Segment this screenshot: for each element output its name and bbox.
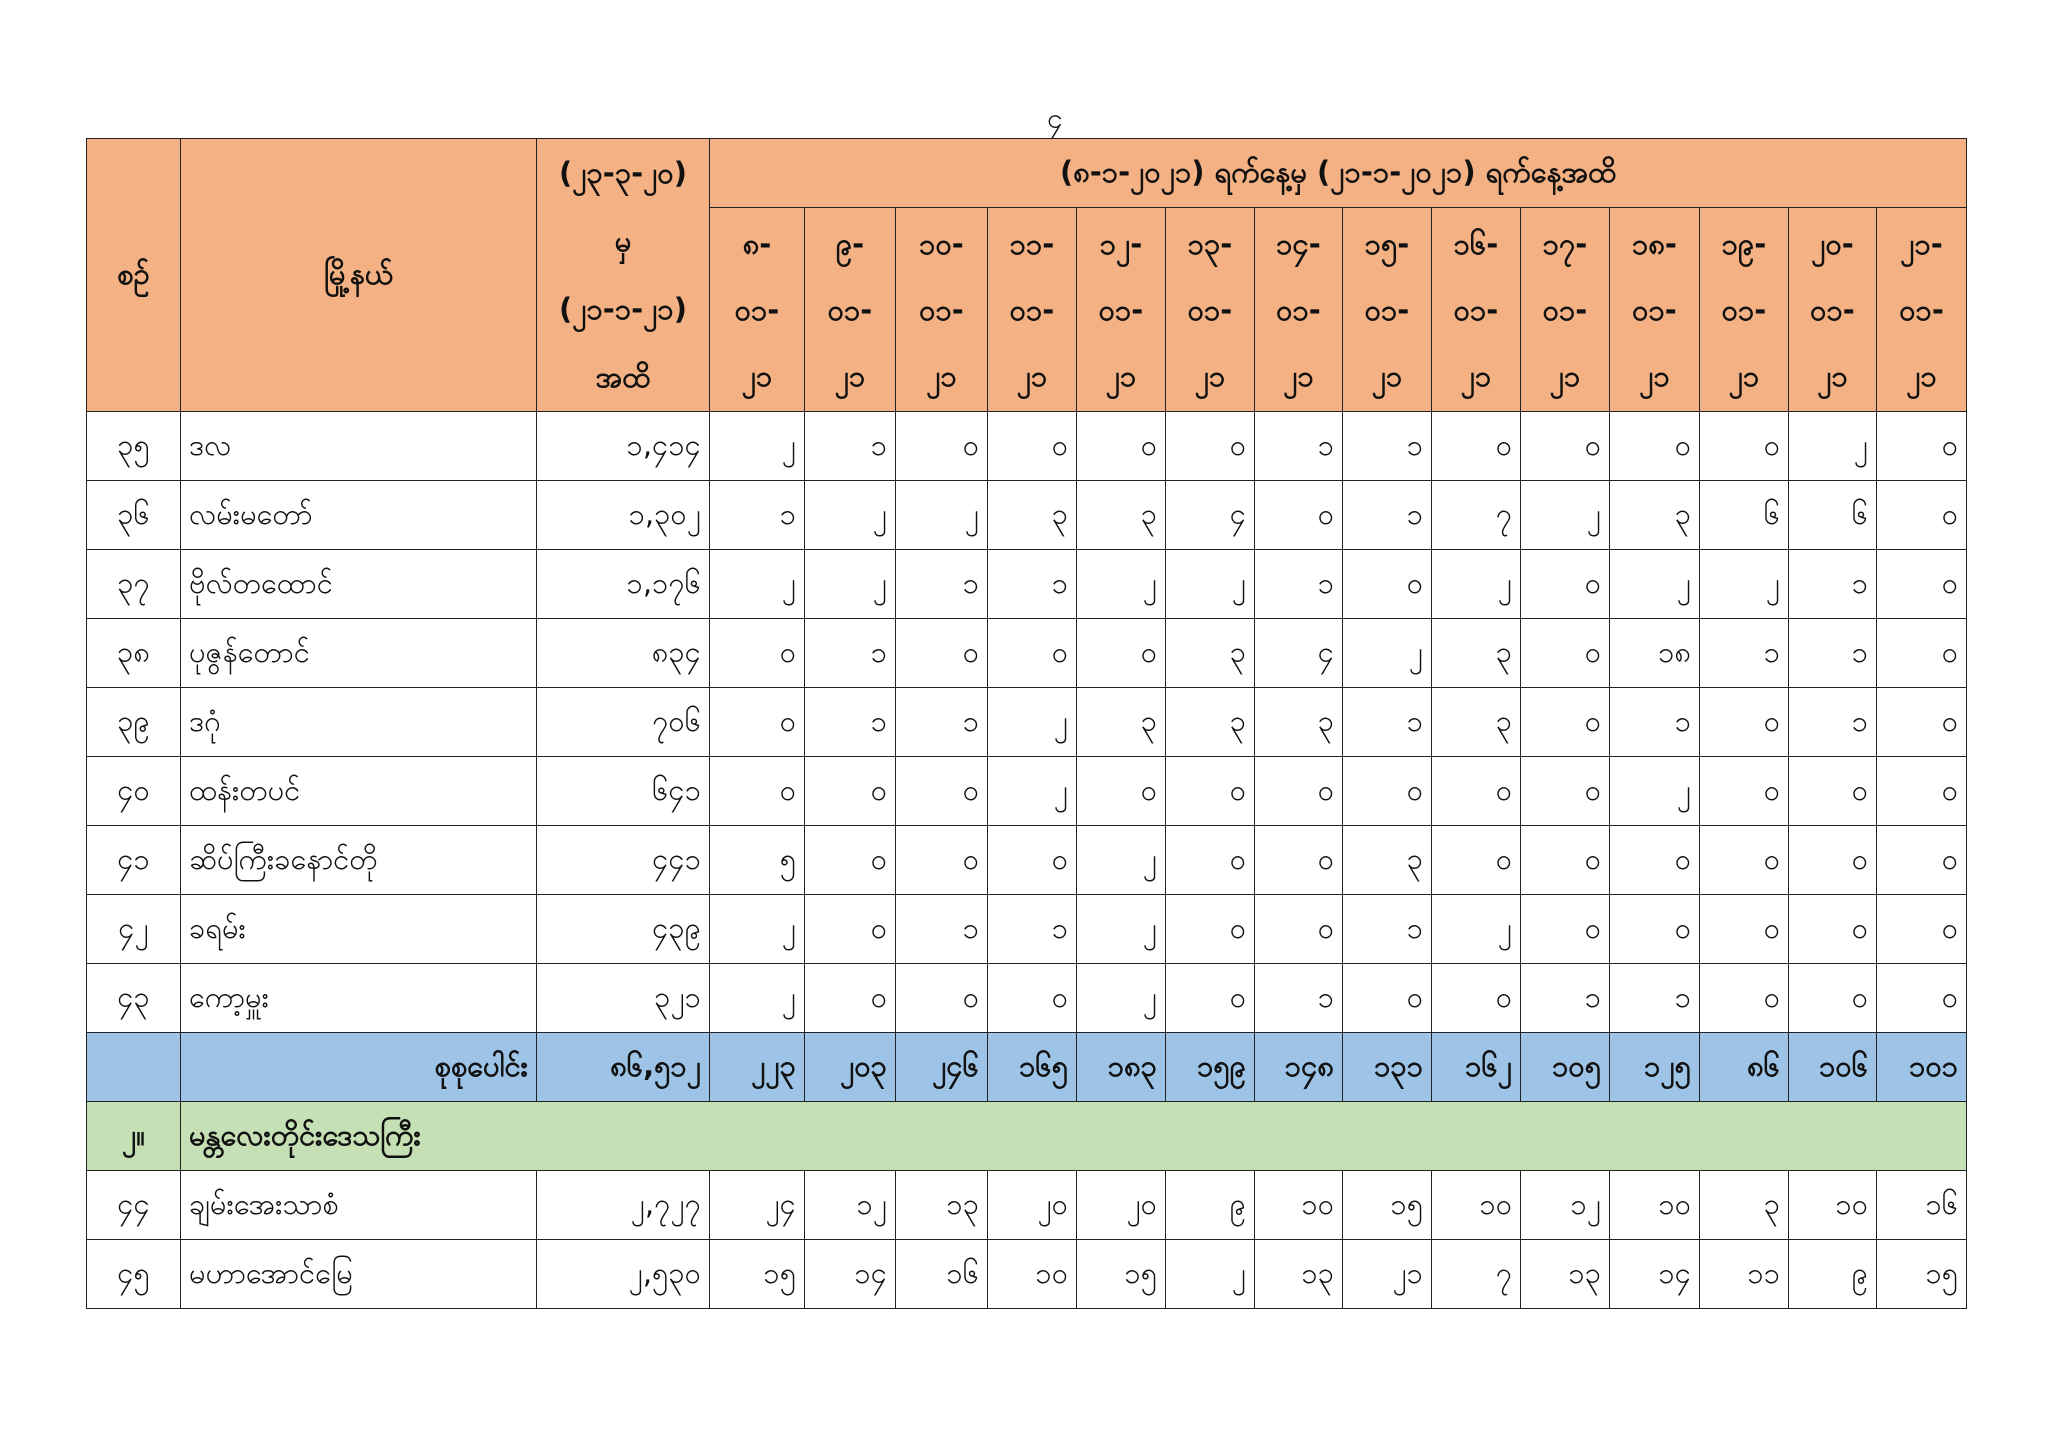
daily-count: ၃	[1432, 688, 1521, 757]
daily-count: ၂	[805, 481, 896, 550]
daily-count: ၀	[988, 964, 1077, 1033]
daily-count: ၁	[1255, 550, 1343, 619]
daily-count: ၂	[1610, 757, 1700, 826]
daily-count: ၃	[1166, 688, 1255, 757]
daily-count: ၁၁	[1700, 1240, 1789, 1309]
daily-count: ၂	[1166, 1240, 1255, 1309]
daily-count: ၀	[1700, 964, 1789, 1033]
daily-count: ၀	[805, 964, 896, 1033]
daily-count: ၀	[896, 757, 988, 826]
header-day-part: ၂၁	[926, 358, 957, 393]
daily-count: ၂၄	[710, 1171, 805, 1240]
daily-count: ၁	[1343, 895, 1432, 964]
daily-count: ၁၀	[1432, 1171, 1521, 1240]
daily-count: ၀	[1789, 826, 1877, 895]
sum-daily-count: ၁၀၁	[1877, 1033, 1967, 1102]
daily-count: ၁	[1255, 964, 1343, 1033]
sum-daily-count: ၁၈၃	[1077, 1033, 1166, 1102]
sum-daily-count: ၁၅၉	[1166, 1033, 1255, 1102]
header-day-part: ၁၈-	[1632, 226, 1677, 261]
daily-count: ၂	[1700, 550, 1789, 619]
daily-count: ၀	[710, 757, 805, 826]
header-day	[1877, 208, 1967, 412]
sum-empty-cell	[87, 1033, 181, 1102]
daily-count: ၂၀	[988, 1171, 1077, 1240]
daily-count: ၀	[1877, 757, 1967, 826]
daily-count: ၁	[896, 895, 988, 964]
table-row	[87, 1171, 1967, 1240]
daily-count: ၀	[1877, 964, 1967, 1033]
daily-count: ၂	[896, 481, 988, 550]
daily-count: ၂	[710, 550, 805, 619]
daily-count: ၀	[1789, 895, 1877, 964]
daily-count: ၂	[1343, 619, 1432, 688]
daily-count: ၀	[988, 619, 1077, 688]
range-start: (၂၃-၃-၂၀)	[558, 156, 687, 190]
header-day	[1432, 208, 1521, 412]
header-day-part: ၀၁-	[1453, 292, 1499, 327]
serial-no: ၃၈	[87, 619, 181, 688]
header-day-part: ၀၁-	[734, 292, 780, 327]
daily-count: ၃	[1432, 619, 1521, 688]
daily-count: ၆	[1789, 481, 1877, 550]
daily-count: ၁	[1521, 964, 1610, 1033]
daily-count: ၁၀	[1610, 1171, 1700, 1240]
serial-no: ၃၅	[87, 412, 181, 481]
header-day-part: ၀၁-	[1364, 292, 1410, 327]
daily-count: ၀	[1166, 964, 1255, 1033]
daily-count: ၁၅	[1877, 1240, 1967, 1309]
cumulative-total: ၄၄၁	[537, 826, 710, 895]
sum-total: ၈၆,၅၁၂	[537, 1033, 710, 1102]
township-name: ဗိုလ်တထောင်	[181, 550, 537, 619]
daily-count: ၂	[710, 895, 805, 964]
table-row	[87, 481, 1967, 550]
daily-count: ၁	[1610, 964, 1700, 1033]
sum-daily-count: ၈၆	[1700, 1033, 1789, 1102]
cumulative-total: ၁,၁၇၆	[537, 550, 710, 619]
township-name: ဒလ	[181, 412, 537, 481]
header-day-part: ၀၁-	[1276, 292, 1321, 327]
header-period: (၈-၁-၂၀၂၁) ရက်နေ့မှ (၂၁-၁-၂၀၂၁) ရက်နေ့အထိ	[710, 139, 1967, 208]
header-day-part: ၁၄-	[1276, 226, 1321, 261]
daily-count: ၀	[1343, 550, 1432, 619]
serial-no: ၄၂	[87, 895, 181, 964]
daily-count: ၀	[1521, 619, 1610, 688]
header-day-part: ၁၁-	[1009, 226, 1055, 261]
cumulative-total: ၃၂၁	[537, 964, 710, 1033]
table-row	[87, 688, 1967, 757]
daily-count: ၁	[1343, 481, 1432, 550]
sum-daily-count: ၂၂၃	[710, 1033, 805, 1102]
header-day-part: ၀၁-	[1009, 292, 1055, 327]
daily-count: ၁၈	[1610, 619, 1700, 688]
sum-daily-count: ၁၆၅	[988, 1033, 1077, 1102]
cumulative-total: ၇၀၆	[537, 688, 710, 757]
daily-count: ၄	[1255, 619, 1343, 688]
cumulative-total: ၆၄၁	[537, 757, 710, 826]
sum-daily-count: ၁၀၆	[1789, 1033, 1877, 1102]
daily-count: ၁	[805, 688, 896, 757]
header-day-part: ၁၆-	[1453, 226, 1499, 261]
daily-count: ၂	[988, 757, 1077, 826]
region-row	[87, 1102, 1967, 1171]
range-end: (၂၁-၁-၂၁)	[558, 292, 687, 326]
header-day-part: ၂၁	[1817, 358, 1848, 393]
daily-count: ၂	[1077, 895, 1166, 964]
header-day-part: ၁၃-	[1187, 226, 1233, 261]
daily-count: ၀	[1343, 757, 1432, 826]
daily-count: ၂	[1432, 550, 1521, 619]
sum-daily-count: ၁၃၁	[1343, 1033, 1432, 1102]
daily-count: ၁	[1700, 619, 1789, 688]
header-day-part: ၀၁-	[1721, 292, 1767, 327]
header-day-part: ၀၁-	[1542, 292, 1588, 327]
township-name: ဆိပ်ကြီးခနောင်တို	[181, 826, 537, 895]
daily-count: ၀	[1610, 412, 1700, 481]
table-header	[87, 139, 1967, 412]
header-day-part: ၀၁-	[1098, 292, 1144, 327]
daily-count: ၆	[1700, 481, 1789, 550]
header-day-part: ၀၁-	[1632, 292, 1677, 327]
daily-count: ၂	[1166, 550, 1255, 619]
daily-count: ၀	[1343, 964, 1432, 1033]
daily-count: ၃	[1610, 481, 1700, 550]
serial-no: ၄၀	[87, 757, 181, 826]
serial-no: ၃၆	[87, 481, 181, 550]
daily-count: ၁၀	[1789, 1171, 1877, 1240]
serial-no: ၄၁	[87, 826, 181, 895]
table-body	[87, 412, 1967, 1309]
sum-label: စုစုပေါင်း	[181, 1033, 537, 1102]
daily-count: ၀	[1700, 757, 1789, 826]
daily-count: ၃	[1343, 826, 1432, 895]
daily-count: ၂	[1789, 412, 1877, 481]
township-name: ပုဇွန်တောင်	[181, 619, 537, 688]
daily-count: ၁၄	[805, 1240, 896, 1309]
header-day	[1610, 208, 1700, 412]
header-township: မြို့နယ်	[181, 139, 537, 412]
serial-no: ၄၄	[87, 1171, 181, 1240]
table-row	[87, 757, 1967, 826]
daily-count: ၁	[896, 688, 988, 757]
daily-count: ၁	[805, 619, 896, 688]
daily-count: ၂	[1077, 550, 1166, 619]
daily-count: ၁	[1789, 550, 1877, 619]
header-day	[1077, 208, 1166, 412]
daily-count: ၀	[1521, 826, 1610, 895]
township-name: ထန်းတပင်	[181, 757, 537, 826]
region-name: မန္တလေးတိုင်းဒေသကြီး	[181, 1102, 1967, 1171]
daily-count: ၀	[1877, 481, 1967, 550]
daily-count: ၃	[1255, 688, 1343, 757]
daily-count: ၄	[1166, 481, 1255, 550]
daily-count: ၀	[1700, 826, 1789, 895]
cumulative-total: ၂,၇၂၇	[537, 1171, 710, 1240]
daily-count: ၁၅	[1077, 1240, 1166, 1309]
township-name: ချမ်းအေးသာစံ	[181, 1171, 537, 1240]
daily-count: ၀	[896, 619, 988, 688]
daily-count: ၃	[1166, 619, 1255, 688]
header-day	[1166, 208, 1255, 412]
daily-count: ၀	[710, 619, 805, 688]
header-day-part: ၁၂-	[1099, 226, 1143, 261]
daily-count: ၀	[896, 412, 988, 481]
header-day-part: ၂၀-	[1811, 226, 1854, 261]
daily-count: ၂	[805, 550, 896, 619]
daily-count: ၂	[1077, 826, 1166, 895]
daily-count: ၀	[896, 964, 988, 1033]
table-row	[87, 619, 1967, 688]
daily-count: ၁၂	[1521, 1171, 1610, 1240]
daily-count: ၀	[1700, 895, 1789, 964]
table-row	[87, 412, 1967, 481]
daily-count: ၁	[896, 550, 988, 619]
serial-no: ၃၇	[87, 550, 181, 619]
serial-no: ၄၅	[87, 1240, 181, 1309]
daily-count: ၀	[1521, 412, 1610, 481]
header-day-part: ၁၅-	[1364, 226, 1410, 261]
daily-count: ၁၀	[1255, 1171, 1343, 1240]
daily-count: ၁	[1343, 688, 1432, 757]
township-name: ဒဂုံ	[181, 688, 537, 757]
header-day-part: ၂၁	[1016, 358, 1048, 393]
header-day	[1789, 208, 1877, 412]
daily-count: ၀	[1877, 619, 1967, 688]
table-row	[87, 895, 1967, 964]
sum-daily-count: ၂၄၆	[896, 1033, 988, 1102]
daily-count: ၀	[1521, 757, 1610, 826]
daily-count: ၀	[1166, 895, 1255, 964]
daily-count: ၃	[988, 481, 1077, 550]
daily-count: ၀	[1432, 412, 1521, 481]
table-row	[87, 964, 1967, 1033]
daily-count: ၁၅	[710, 1240, 805, 1309]
daily-count: ၁	[1789, 619, 1877, 688]
daily-count: ၀	[1877, 895, 1967, 964]
daily-count: ၃	[1700, 1171, 1789, 1240]
header-day	[710, 208, 805, 412]
daily-count: ၀	[1255, 826, 1343, 895]
daily-count: ၁၅	[1343, 1171, 1432, 1240]
covid-cases-table	[86, 138, 1967, 1309]
header-day	[1700, 208, 1789, 412]
daily-count: ၁၆	[1877, 1171, 1967, 1240]
header-day-part: ၂၁	[834, 358, 866, 393]
range-from: မှ	[614, 224, 632, 258]
daily-count: ၀	[1610, 826, 1700, 895]
daily-count: ၃	[1077, 688, 1166, 757]
header-day-part: ၀၁-	[827, 292, 873, 327]
header-cumulative-range	[537, 139, 710, 412]
daily-count: ၀	[1877, 688, 1967, 757]
sum-daily-count: ၁၀၅	[1521, 1033, 1610, 1102]
header-day-part: ၂၁	[1371, 358, 1403, 393]
township-name: ကော့မှူး	[181, 964, 537, 1033]
range-until: အထိ	[595, 360, 651, 394]
daily-count: ၀	[1521, 688, 1610, 757]
daily-count: ၉	[1789, 1240, 1877, 1309]
daily-count: ၁၆	[896, 1240, 988, 1309]
daily-count: ၁	[710, 481, 805, 550]
header-day	[1521, 208, 1610, 412]
daily-count: ၀	[1255, 895, 1343, 964]
daily-count: ၀	[805, 757, 896, 826]
daily-count: ၂၀	[1077, 1171, 1166, 1240]
header-day	[896, 208, 988, 412]
header-day-part: ၉-	[835, 226, 865, 261]
header-day	[1255, 208, 1343, 412]
header-day-part: ၂၁	[1194, 358, 1226, 393]
daily-count: ၉	[1166, 1171, 1255, 1240]
daily-count: ၀	[1432, 826, 1521, 895]
cumulative-total: ၁,၃၀၂	[537, 481, 710, 550]
serial-no: ၄၃	[87, 964, 181, 1033]
cumulative-total: ၈၃၄	[537, 619, 710, 688]
header-day	[1343, 208, 1432, 412]
daily-count: ၂	[1432, 895, 1521, 964]
header-day-part: ၂၁	[1728, 358, 1760, 393]
sum-row	[87, 1033, 1967, 1102]
daily-count: ၂	[1521, 481, 1610, 550]
daily-count: ၀	[1255, 481, 1343, 550]
daily-count: ၀	[710, 688, 805, 757]
daily-count: ၀	[1877, 826, 1967, 895]
serial-no: ၃၉	[87, 688, 181, 757]
daily-count: ၀	[1166, 826, 1255, 895]
header-day-part: ၂၁	[1460, 358, 1492, 393]
table-row	[87, 826, 1967, 895]
daily-count: ၀	[988, 412, 1077, 481]
daily-count: ၁၃	[896, 1171, 988, 1240]
township-name: လမ်းမတော်	[181, 481, 537, 550]
daily-count: ၁	[1343, 412, 1432, 481]
daily-count: ၀	[1521, 895, 1610, 964]
daily-count: ၂	[1610, 550, 1700, 619]
page-number: ၄	[1047, 102, 1063, 135]
daily-count: ၁၃	[1521, 1240, 1610, 1309]
header-serial-no: စဉ်	[87, 139, 181, 412]
cumulative-total: ၂,၅၃၀	[537, 1240, 710, 1309]
header-day-part: ၂၁	[1549, 358, 1581, 393]
daily-count: ၂	[988, 688, 1077, 757]
daily-count: ၁	[1789, 688, 1877, 757]
header-day-part: ၂၁	[1639, 358, 1670, 393]
header-day-part: ၁၇-	[1542, 226, 1588, 261]
daily-count: ၁၄	[1610, 1240, 1700, 1309]
daily-count: ၀	[805, 895, 896, 964]
daily-count: ၁၃	[1255, 1240, 1343, 1309]
daily-count: ၀	[805, 826, 896, 895]
cumulative-total: ၁,၄၁၄	[537, 412, 710, 481]
daily-count: ၀	[1166, 412, 1255, 481]
daily-count: ၀	[1077, 757, 1166, 826]
sum-daily-count: ၁၄၈	[1255, 1033, 1343, 1102]
region-no: ၂။	[87, 1102, 181, 1171]
daily-count: ၇	[1432, 481, 1521, 550]
daily-count: ၀	[896, 826, 988, 895]
header-day	[805, 208, 896, 412]
header-day-part: ၂၁	[1283, 358, 1314, 393]
daily-count: ၀	[1700, 412, 1789, 481]
daily-count: ၀	[1432, 757, 1521, 826]
daily-count: ၀	[1166, 757, 1255, 826]
daily-count: ၀	[1077, 619, 1166, 688]
header-day-part: ၀၁-	[1187, 292, 1233, 327]
sum-daily-count: ၂၀၃	[805, 1033, 896, 1102]
header-day-part: ၁၉-	[1721, 226, 1767, 261]
sum-daily-count: ၁၆၂	[1432, 1033, 1521, 1102]
daily-count: ၀	[1789, 757, 1877, 826]
daily-count: ၂	[1077, 964, 1166, 1033]
daily-count: ၅	[710, 826, 805, 895]
daily-count: ၀	[1255, 757, 1343, 826]
header-day-part: ၂၁-	[1900, 226, 1943, 261]
daily-count: ၀	[1610, 895, 1700, 964]
daily-count: ၁၂	[805, 1171, 896, 1240]
header-day-part: ၁၀-	[919, 226, 964, 261]
sum-daily-count: ၁၂၅	[1610, 1033, 1700, 1102]
daily-count: ၁၀	[988, 1240, 1077, 1309]
header-day	[988, 208, 1077, 412]
table-row	[87, 550, 1967, 619]
header-day-part: ၀၁-	[1810, 292, 1855, 327]
table-row	[87, 1240, 1967, 1309]
cumulative-total: ၄၃၉	[537, 895, 710, 964]
daily-count: ၂	[710, 412, 805, 481]
daily-count: ၂၁	[1343, 1240, 1432, 1309]
header-day-part: ၂၁	[1906, 358, 1937, 393]
header-day-part: ၈-	[742, 226, 772, 261]
daily-count: ၀	[1877, 550, 1967, 619]
daily-count: ၁	[1610, 688, 1700, 757]
township-name: ခရမ်း	[181, 895, 537, 964]
township-name: မဟာအောင်မြေ	[181, 1240, 537, 1309]
header-day-part: ၂၁	[1105, 358, 1137, 393]
daily-count: ၂	[710, 964, 805, 1033]
daily-count: ၁	[988, 895, 1077, 964]
daily-count: ၇	[1432, 1240, 1521, 1309]
daily-count: ၁	[988, 550, 1077, 619]
daily-count: ၀	[988, 826, 1077, 895]
daily-count: ၀	[1077, 412, 1166, 481]
daily-count: ၀	[1700, 688, 1789, 757]
daily-count: ၁	[805, 412, 896, 481]
header-day-part: ၀၁-	[919, 292, 964, 327]
daily-count: ၀	[1789, 964, 1877, 1033]
daily-count: ၁	[1255, 412, 1343, 481]
daily-count: ၃	[1077, 481, 1166, 550]
daily-count: ၀	[1521, 550, 1610, 619]
header-day-part: ၂၁	[741, 358, 773, 393]
daily-count: ၀	[1432, 964, 1521, 1033]
daily-count: ၀	[1877, 412, 1967, 481]
header-day-part: ၀၁-	[1899, 292, 1944, 327]
